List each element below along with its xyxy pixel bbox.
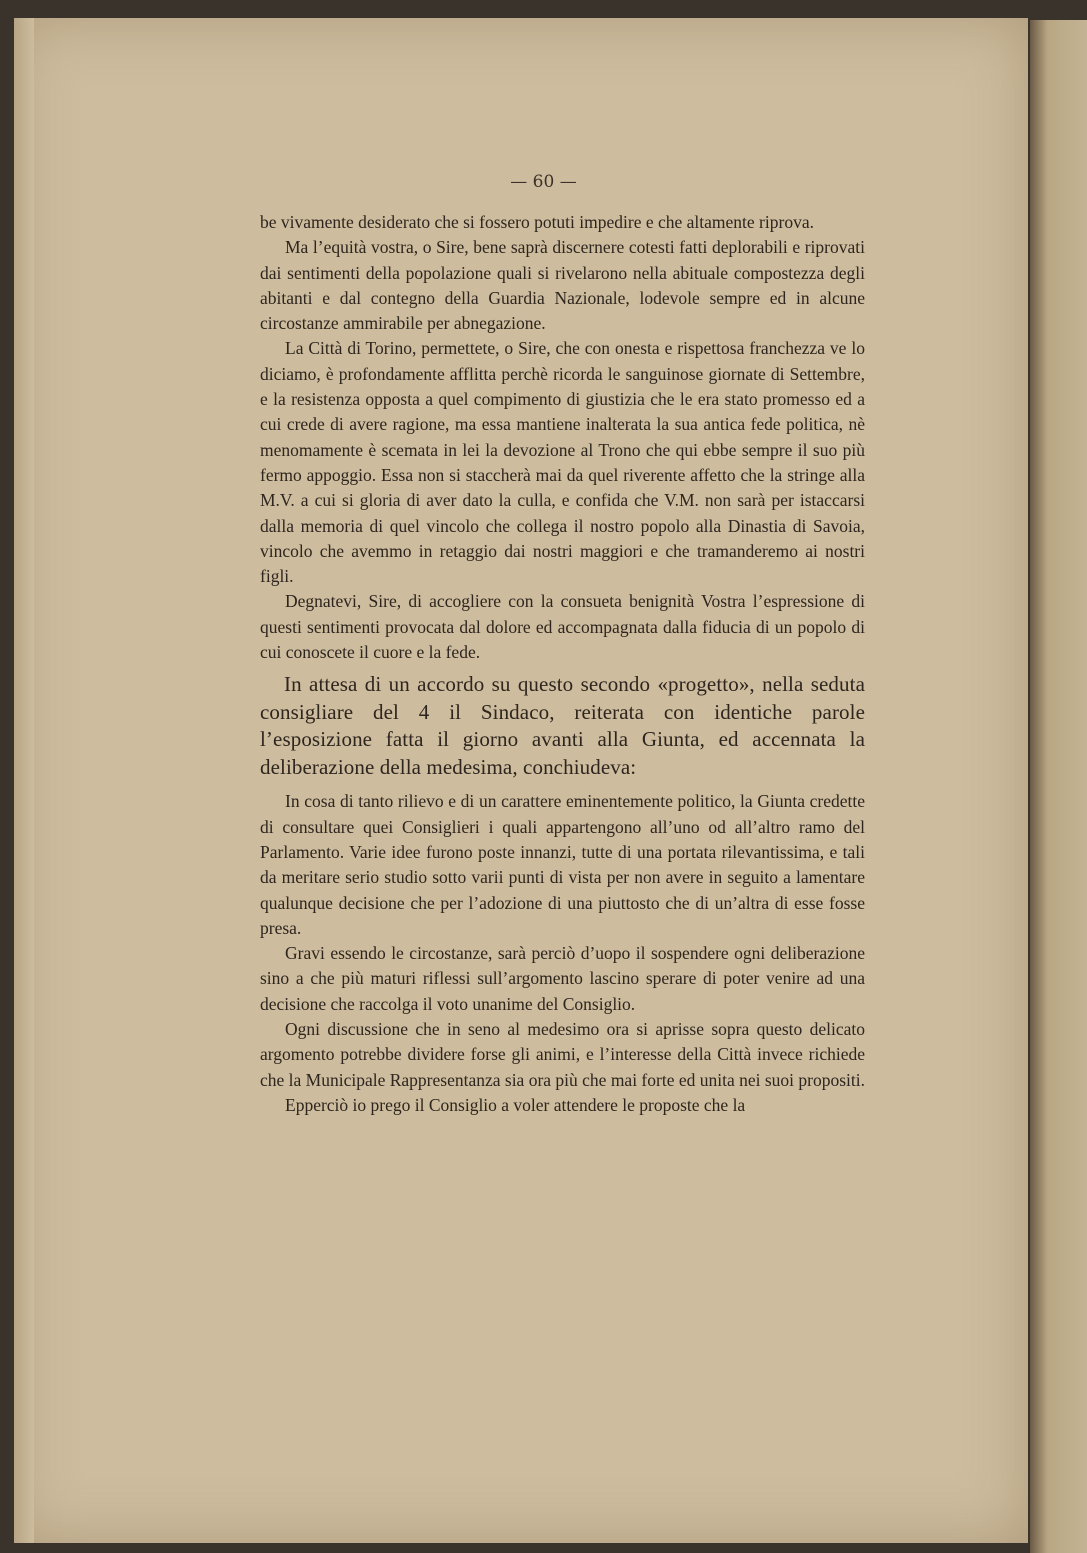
quote-paragraph: be vivamente desiderato che si fossero potuti impedire e che altamente riprova. bbox=[260, 212, 814, 232]
quote-paragraph: Ogni discussione che in seno al medesimo ora si aprisse sopra questo delicato argomento potrebbe dividere forse gli animi, e l’interesse della Città invece richiede che la Municipale Rappresentanza sia ora più che mai forte ed unita nei suoi propositi. bbox=[260, 1019, 866, 1090]
quoted-address bbox=[260, 210, 865, 665]
page-number: — 60 — bbox=[510, 172, 577, 192]
quoted-speech bbox=[260, 789, 865, 1118]
page-gutter-shadow bbox=[14, 18, 34, 1543]
body-text bbox=[260, 210, 865, 1118]
quote-paragraph: Epperciò io prego il Consiglio a voler attendere le proposte che la bbox=[285, 1094, 746, 1115]
quote-paragraph: Ma l’equità vostra, o Sire, bene saprà discernere cotesti fatti deplorabili e riprovati dai sentimenti della popolazione quali si rivelarono nella abituale compostezza degli abitanti e dal contegno della Guardia Nazionale, lodevole sempre ed in alcune circostanze ammirabile per abnegazione. bbox=[260, 237, 865, 334]
quote-paragraph: La Città di Torino, permettete, o Sire, che con onesta e rispettosa franchezza ve lo diciamo, è profondamente afflitta perchè ricorda le sanguinose giornate di Settembre, e la resistenza opposta a quel compimento di giustizia che le era stato promesso ed a cui crede di avere ragione, ma essa mantiene inalterata la sua antica fede politica, nè menomamente è scemata in lei la devozione al Trono che qui ebbe sempre il suo più fermo appoggio. Essa non si staccherà mai da quel riverente affetto che la stringe alla M.V. a cui si gloria di aver dato la culla, e confida che V.M. non sarà per istaccarsi dalla memoria di quel vincolo che collega il nostro popolo alla Dinastia di Savoia, vincolo che avemmo in retaggio dai nostri maggiori e che tramanderemo ai nostri figli. bbox=[260, 338, 865, 587]
quote-paragraph: Gravi essendo le circostanze, sarà perciò d’uopo il sospendere ogni deliberazione sino a che più maturi riflessi sull’argomento lascino sperare di poter venire ad una decisione che raccolga il voto unanime del Consiglio. bbox=[260, 943, 865, 1014]
facing-page-edge bbox=[1030, 20, 1087, 1553]
quote-paragraph: Degnatevi, Sire, di accogliere con la consueta benignità Vostra l’espressione di questi sentimenti provocata dal dolore ed accompagnata dalla fiducia di un popolo di cui conoscete il cuore e la fede. bbox=[260, 591, 865, 663]
quote-paragraph: In cosa di tanto rilievo e di un carattere eminentemente politico, la Giunta credette di consultare quei Consiglieri i quali appartengono all’uno od all’altro ramo del Parlamento. Varie idee furono poste innanzi, tutte di una portata rilevantissima, e tali da meritare serio studio sotto varii punti di vista per non avere in seguito a lamentare qualunque decisione che per l’adozione di una piuttosto che di un’altra di esse fosse presa. bbox=[260, 791, 865, 938]
narrative-paragraph: In attesa di un accordo su questo secondo «progetto», nella seduta consigliare del 4 il Sindaco, reiterata con identiche parole l’esposizione fatta il giorno avanti alla Giunta, ed accennata la deliberazione della medesima, conchiudeva: bbox=[260, 672, 865, 779]
